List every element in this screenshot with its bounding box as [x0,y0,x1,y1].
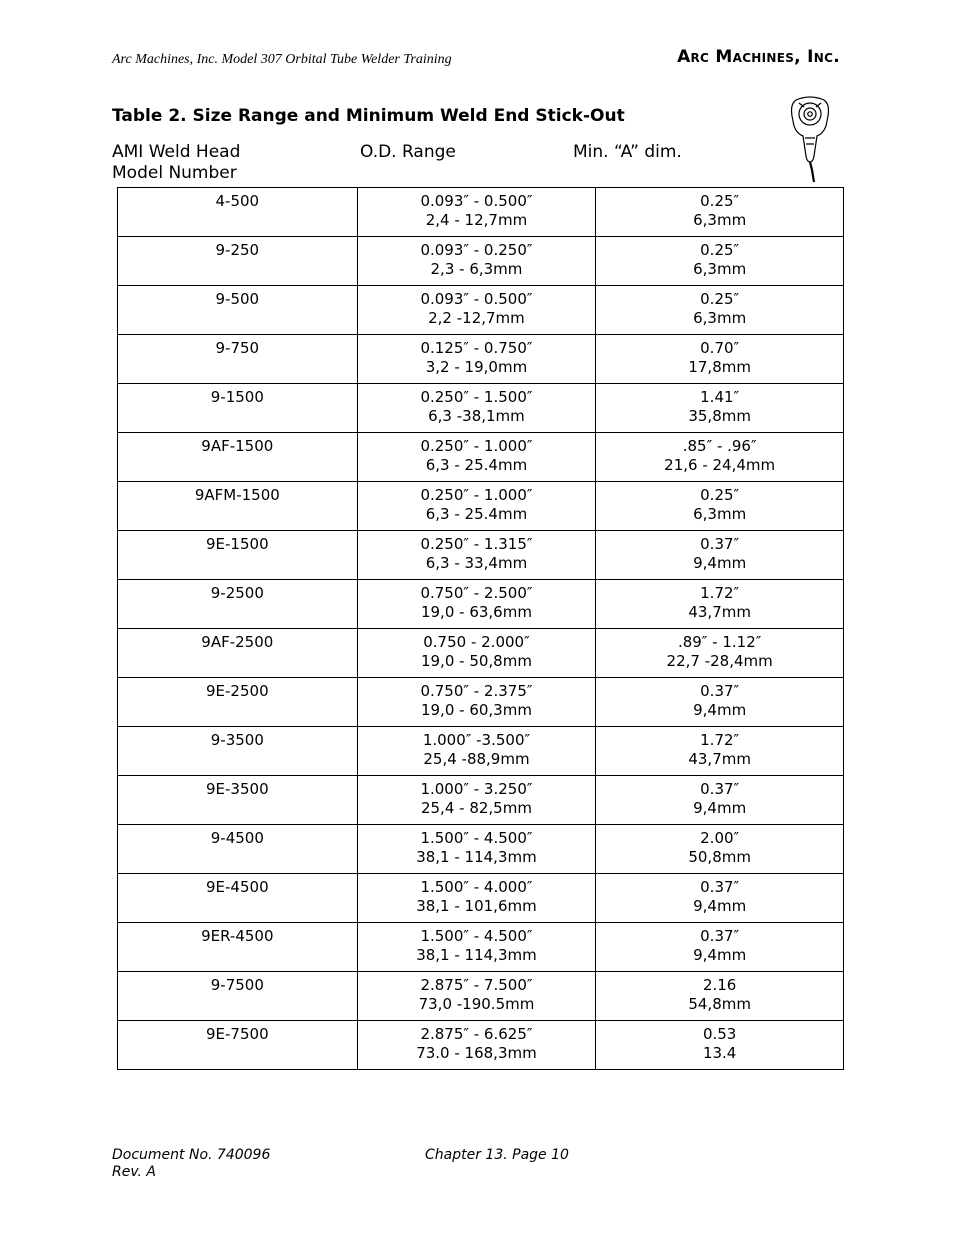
model-number: 9E-1500 [206,535,269,553]
model-number: 9AFM-1500 [194,486,280,504]
min-a-mm: 54,8mm [688,995,751,1013]
min-a-mm: 43,7mm [688,750,751,768]
od-range-inches: 0.093″ - 0.250″ [420,241,533,259]
min-a-inches: 0.70″ [700,339,740,357]
od-range-inches: 0.125″ - 0.750″ [420,339,533,357]
min-a-mm: 9,4mm [693,799,747,817]
min-a-dim-cell [596,433,844,482]
od-range-mm: 6,3 - 33,4mm [425,554,528,572]
table-row [118,580,844,629]
model-cell [118,335,358,384]
model-cell [118,286,358,335]
model-cell [118,629,358,678]
column-header-min-a-dim: Min. “A” dim. [573,142,682,162]
footer-page: Chapter 13. Page 10 [425,1147,569,1163]
min-a-dim-cell [596,531,844,580]
model-number: 9-3500 [210,731,264,749]
footer-document [112,1147,270,1181]
running-header: Arc Machines, Inc. Model 307 Orbital Tube Welder Training [112,52,452,67]
model-cell [118,482,358,531]
min-a-dim-cell [596,874,844,923]
min-a-mm: 17,8mm [688,358,751,376]
od-range-inches: 0.750″ - 2.375″ [420,682,533,700]
od-range-mm: 25,4 - 82,5mm [420,799,532,817]
column-header-model-line1: AMI Weld Head [112,142,241,162]
od-range-cell [357,384,596,433]
table-row [118,727,844,776]
od-range-inches: 2.875″ - 7.500″ [420,976,533,994]
model-number: 9-7500 [210,976,264,994]
od-range-inches: 0.093″ - 0.500″ [420,290,533,308]
model-cell [118,727,358,776]
model-cell [118,188,358,237]
min-a-dim-cell [596,1021,844,1070]
table-row [118,678,844,727]
model-number: 9E-3500 [206,780,269,798]
model-cell [118,678,358,727]
min-a-dim-cell [596,384,844,433]
document-number: Document No. 740096 [112,1147,271,1163]
min-a-dim-cell [596,335,844,384]
min-a-dim-cell [596,678,844,727]
revision: Rev. A [112,1164,156,1180]
table-row [118,384,844,433]
od-range-inches: 1.500″ - 4.500″ [420,927,533,945]
model-cell [118,972,358,1021]
model-cell [118,433,358,482]
od-range-inches: 2.875″ - 6.625″ [420,1025,533,1043]
table-row [118,188,844,237]
min-a-mm: 9,4mm [693,701,747,719]
od-range-cell [357,531,596,580]
min-a-inches: 0.53 [702,1025,737,1043]
table-row [118,433,844,482]
od-range-mm: 73,0 -190.5mm [418,995,535,1013]
od-range-inches: 0.250″ - 1.000″ [420,437,533,455]
min-a-mm: 22,7 -28,4mm [666,652,773,670]
table-row [118,286,844,335]
min-a-inches: 0.37″ [700,535,740,553]
table-row [118,237,844,286]
model-cell [118,1021,358,1070]
min-a-mm: 50,8mm [688,848,751,866]
min-a-dim-cell [596,482,844,531]
model-number: 9-2500 [210,584,264,602]
od-range-cell [357,433,596,482]
table-row [118,335,844,384]
model-number: 9E-4500 [206,878,269,896]
od-range-cell [357,286,596,335]
od-range-cell [357,629,596,678]
model-number: 9AF-2500 [201,633,274,651]
min-a-dim-cell [596,237,844,286]
min-a-mm: 43,7mm [688,603,751,621]
min-a-mm: 9,4mm [693,946,747,964]
model-cell [118,384,358,433]
model-cell [118,874,358,923]
min-a-dim-cell [596,923,844,972]
od-range-cell [357,874,596,923]
min-a-inches: .85″ - .96″ [682,437,757,455]
size-range-table [117,187,844,1070]
od-range-mm: 38,1 - 101,6mm [416,897,537,915]
table-row [118,923,844,972]
od-range-inches: 0.250″ - 1.315″ [420,535,533,553]
table-row [118,1021,844,1070]
table-row [118,482,844,531]
brand-logo: Arc Machines, Inc. [677,47,840,67]
od-range-inches: 0.750 - 2.000″ [423,633,530,651]
od-range-mm: 19,0 - 50,8mm [420,652,532,670]
min-a-dim-cell [596,286,844,335]
od-range-cell [357,825,596,874]
table-row [118,776,844,825]
od-range-cell [357,776,596,825]
column-header-model [112,142,240,184]
model-number: 9-4500 [210,829,264,847]
min-a-inches: 2.00″ [700,829,740,847]
min-a-inches: 1.41″ [700,388,740,406]
od-range-mm: 25,4 -88,9mm [423,750,530,768]
od-range-inches: 0.250″ - 1.500″ [420,388,533,406]
od-range-mm: 38,1 - 114,3mm [416,946,537,964]
od-range-cell [357,237,596,286]
min-a-inches: 1.72″ [700,584,740,602]
min-a-inches: 0.25″ [700,192,740,210]
od-range-cell [357,678,596,727]
model-number: 9-500 [215,290,260,308]
model-cell [118,923,358,972]
od-range-mm: 2,3 - 6,3mm [430,260,523,278]
weld-head-icon [786,94,834,184]
min-a-inches: 0.37″ [700,780,740,798]
min-a-inches: 0.25″ [700,290,740,308]
model-cell [118,825,358,874]
model-number: 9ER-4500 [201,927,274,945]
min-a-mm: 6,3mm [693,260,747,278]
min-a-mm: 9,4mm [693,897,747,915]
min-a-dim-cell [596,972,844,1021]
table-row [118,874,844,923]
od-range-cell [357,727,596,776]
od-range-inches: 1.000″ - 3.250″ [420,780,533,798]
od-range-inches: 1.500″ - 4.500″ [420,829,533,847]
model-number: 9E-7500 [206,1025,269,1043]
min-a-mm: 21,6 - 24,4mm [664,456,776,474]
min-a-inches: 1.72″ [700,731,740,749]
model-cell [118,531,358,580]
od-range-inches: 1.500″ - 4.000″ [420,878,533,896]
od-range-mm: 6,3 -38,1mm [428,407,525,425]
model-number: 9-750 [215,339,260,357]
min-a-inches: 0.37″ [700,682,740,700]
od-range-mm: 73.0 - 168,3mm [416,1044,537,1062]
min-a-inches: 0.37″ [700,878,740,896]
column-header-model-line2: Model Number [112,163,237,183]
min-a-mm: 13.4 [702,1044,737,1062]
min-a-dim-cell [596,580,844,629]
min-a-dim-cell [596,776,844,825]
model-number: 9AF-1500 [201,437,274,455]
od-range-cell [357,580,596,629]
min-a-mm: 6,3mm [693,211,747,229]
model-number: 9E-2500 [206,682,269,700]
min-a-inches: .89″ - 1.12″ [677,633,762,651]
model-number: 4-500 [215,192,260,210]
min-a-mm: 6,3mm [693,309,747,327]
od-range-cell [357,335,596,384]
model-cell [118,237,358,286]
model-cell [118,776,358,825]
table-row [118,629,844,678]
min-a-dim-cell [596,188,844,237]
min-a-dim-cell [596,727,844,776]
od-range-cell [357,1021,596,1070]
table-row [118,825,844,874]
od-range-inches: 0.250″ - 1.000″ [420,486,533,504]
column-header-od-range: O.D. Range [360,142,456,162]
min-a-dim-cell [596,825,844,874]
table-row [118,531,844,580]
min-a-inches: 0.25″ [700,486,740,504]
od-range-cell [357,482,596,531]
od-range-mm: 2,2 -12,7mm [428,309,525,327]
od-range-inches: 0.093″ - 0.500″ [420,192,533,210]
od-range-mm: 6,3 - 25.4mm [425,505,528,523]
min-a-mm: 35,8mm [688,407,751,425]
min-a-mm: 6,3mm [693,505,747,523]
min-a-dim-cell [596,629,844,678]
min-a-inches: 0.37″ [700,927,740,945]
od-range-mm: 19,0 - 60,3mm [420,701,532,719]
model-cell [118,580,358,629]
model-number: 9-250 [215,241,260,259]
od-range-cell [357,188,596,237]
od-range-inches: 1.000″ -3.500″ [422,731,531,749]
od-range-cell [357,972,596,1021]
od-range-mm: 3,2 - 19,0mm [425,358,528,376]
min-a-mm: 9,4mm [693,554,747,572]
od-range-mm: 19,0 - 63,6mm [420,603,532,621]
od-range-inches: 0.750″ - 2.500″ [420,584,533,602]
od-range-mm: 2,4 - 12,7mm [425,211,528,229]
od-range-mm: 6,3 - 25.4mm [425,456,528,474]
table-title: Table 2. Size Range and Minimum Weld End Stick-Out [112,106,625,126]
table-row [118,972,844,1021]
od-range-cell [357,923,596,972]
min-a-inches: 2.16 [702,976,737,994]
model-number: 9-1500 [210,388,264,406]
od-range-mm: 38,1 - 114,3mm [416,848,537,866]
min-a-inches: 0.25″ [700,241,740,259]
